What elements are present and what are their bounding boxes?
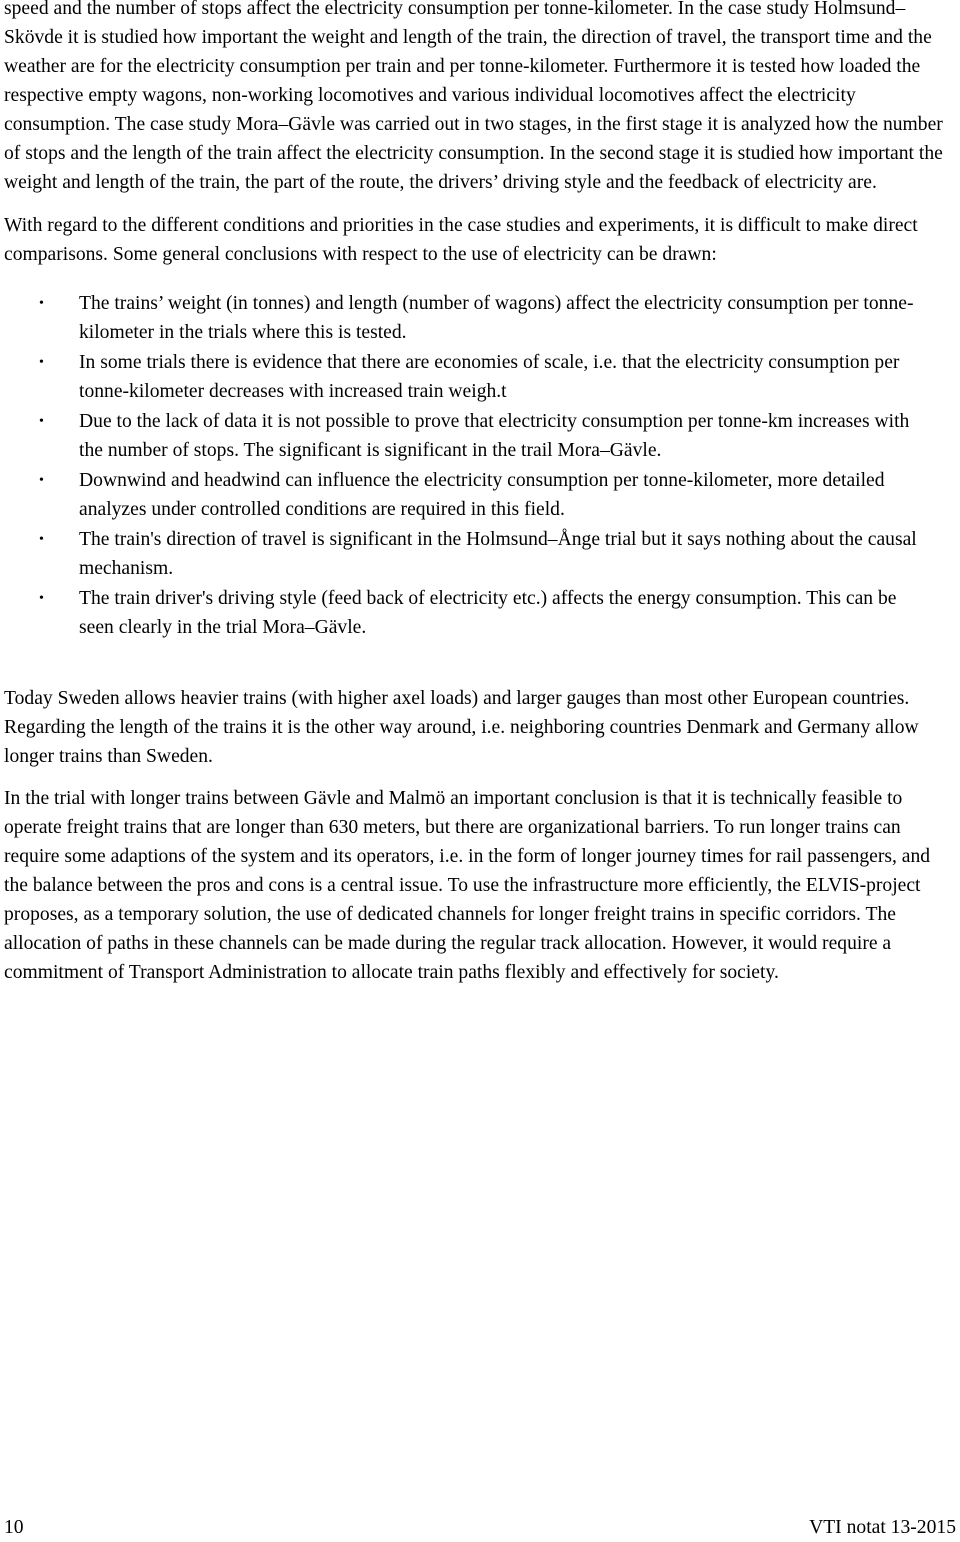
bullet-icon: • <box>39 532 44 547</box>
paragraph-case-studies: speed and the number of stops affect the electricity consumption per tonne-kilometer. In the case study Holmsund–Skövde it is studied how important the weight and length of the train, the direction of travel, the transport time and the weather are for the electricity consumption per train and per tonne-kilometer. Furthermore it is tested how loaded the respective empty wagons, non-working locomotives and various individual locomotives affect the electricity consumption. The case study Mora–Gävle was carried out in two stages, in the first stage it is analyzed how the number of stops and the length of the train affect the electricity consumption. In the second stage it is studied how important the weight and length of the train, the part of the route, the drivers’ driving style and the feedback of electricity are. <box>4 0 943 193</box>
page-number: 10 <box>4 1517 24 1538</box>
list-item <box>4 466 929 524</box>
paragraph-conclusions-intro: With regard to the different conditions and priorities in the case studies and experiments, it is difficult to make direct comparisons. Some general conclusions with respect to the use of electricity can be drawn: <box>4 215 918 265</box>
section-spacer <box>4 643 956 684</box>
bullet-icon: • <box>39 591 44 606</box>
list-item-text: Due to the lack of data it is not possible to prove that electricity consumption per tonne-km increases with the number of stops. The significant is significant in the trail Mora–Gävle. <box>79 411 910 461</box>
bullet-icon: • <box>39 473 44 488</box>
list-item-text: The train's direction of travel is significant in the Holmsund–Ånge trial but it says nothing about the causal mechanism. <box>79 529 917 579</box>
list-item <box>4 289 929 347</box>
page-body <box>4 0 956 987</box>
page-footer <box>4 1513 956 1539</box>
list-item <box>4 348 929 406</box>
conclusions-list <box>4 289 956 642</box>
paragraph-sweden-trains: Today Sweden allows heavier trains (with higher axel loads) and larger gauges than most other European countries. Regarding the length of the trains it is the other way around, i.e. neighboring countries Denmark and Germany allow longer trains than Sweden. <box>4 688 919 767</box>
document-id: VTI notat 13-2015 <box>809 1517 956 1538</box>
list-item <box>4 525 929 583</box>
paragraph-longer-trains-trial: In the trial with longer trains between Gävle and Malmö an important conclusion is that it is technically feasible to operate freight trains that are longer than 630 meters, but there are organizational barriers. To run longer trains can require some adaptions of the system and its operators, i.e. in the form of longer journey times for rail passengers, and the balance between the pros and cons is a central issue. To use the infrastructure more efficiently, the ELVIS-project proposes, as a temporary solution, the use of dedicated channels for longer freight trains in specific corridors. The allocation of paths in these channels can be made during the regular track allocation. However, it would require a commitment of Transport Administration to allocate train paths flexibly and effectively for society. <box>4 788 931 983</box>
list-item-text: Downwind and headwind can influence the electricity consumption per tonne-kilometer, more detailed analyzes under controlled conditions are required in this field. <box>79 470 885 520</box>
list-item-text: The trains’ weight (in tonnes) and length (number of wagons) affect the electricity consumption per tonne-kilometer in the trials where this is tested. <box>79 293 914 343</box>
bullet-icon: • <box>39 355 44 370</box>
list-item-text: The train driver's driving style (feed back of electricity etc.) affects the energy consumption. This can be seen clearly in the trial Mora–Gävle. <box>79 588 897 638</box>
list-item <box>4 407 929 465</box>
bullet-icon: • <box>39 414 44 429</box>
list-item-text: In some trials there is evidence that there are economies of scale, i.e. that the electricity consumption per tonne-kilometer decreases with increased train weigh.t <box>79 352 900 402</box>
bullet-icon: • <box>39 296 44 311</box>
list-item <box>4 584 929 642</box>
